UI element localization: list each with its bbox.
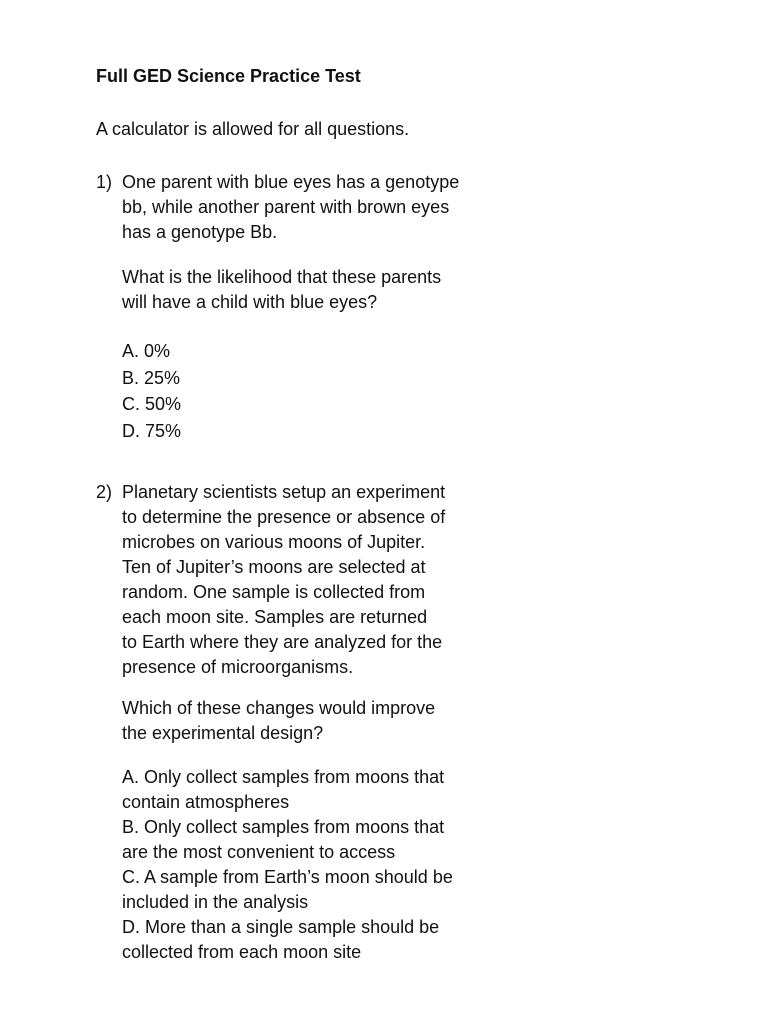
question-1-prompt-line: What is the likelihood that these parents: [122, 267, 442, 287]
question-2-option-b-continued: are the most convenient to access: [122, 842, 396, 862]
question-2-option-a: A. Only collect samples from moons that: [122, 767, 445, 787]
question-2-stem-line: presence of microorganisms.: [122, 657, 354, 677]
question-2-option-c: C. A sample from Earth’s moon should be: [122, 867, 453, 887]
question-2-option-d: D. More than a single sample should be: [122, 917, 440, 937]
document-title: Full GED Science Practice Test: [96, 66, 361, 86]
question-2-number: 2): [96, 482, 113, 502]
question-1-options: [122, 338, 181, 444]
question-2-stem-line: Ten of Jupiter’s moons are selected at: [122, 557, 426, 577]
question-1-option-c: C. 50%: [122, 394, 182, 414]
question-2-stem-line: microbes on various moons of Jupiter.: [122, 532, 426, 552]
question-2-option-b: B. Only collect samples from moons that: [122, 817, 445, 837]
question-2-stem: [122, 480, 502, 680]
question-1-prompt: [122, 265, 502, 315]
question-1-option-a: A. 0%: [122, 341, 171, 361]
question-2-option-a-continued: contain atmospheres: [122, 792, 290, 812]
question-2-stem-line: each moon site. Samples are returned: [122, 607, 428, 627]
question-2-prompt-line: Which of these changes would improve: [122, 698, 436, 718]
question-1-stem-line: One parent with blue eyes has a genotype: [122, 172, 460, 192]
question-2-options: [122, 765, 453, 965]
question-1-stem: [122, 170, 502, 245]
question-2-stem-line: random. One sample is collected from: [122, 582, 426, 602]
question-1-prompt-line: will have a child with blue eyes?: [122, 292, 378, 312]
question-1-option-b: B. 25%: [122, 367, 181, 388]
question-2-prompt-line: the experimental design?: [122, 723, 324, 743]
question-2-option-c-continued: included in the analysis: [122, 892, 309, 912]
question-1-stem-line: has a genotype Bb.: [122, 222, 278, 242]
question-2-prompt: [122, 696, 502, 746]
question-1-option-d: D. 75%: [122, 420, 182, 441]
question-2-stem-line: Planetary scientists setup an experiment: [122, 482, 446, 502]
question-1-number: 1): [96, 172, 113, 192]
question-2-option-d-continued: collected from each moon site: [122, 942, 362, 962]
question-2-stem-line: to Earth where they are analyzed for the: [122, 632, 443, 652]
question-1-stem-line: bb, while another parent with brown eyes: [122, 197, 450, 217]
calculator-note: A calculator is allowed for all questions.: [96, 119, 410, 139]
question-2-stem-line: to determine the presence or absence of: [122, 507, 446, 527]
